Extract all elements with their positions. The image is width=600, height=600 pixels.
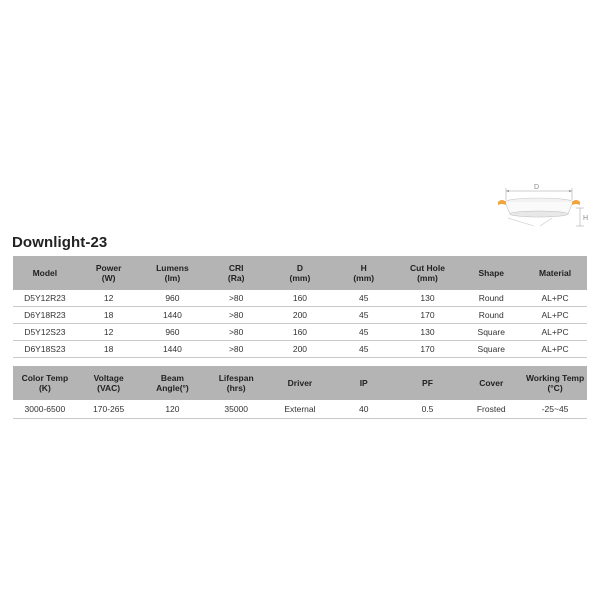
column-header-line: Cover xyxy=(479,378,504,388)
column-header xyxy=(13,366,77,400)
column-header-line: Angle(°) xyxy=(156,383,189,393)
column-header-line: IP xyxy=(359,378,368,388)
column-header xyxy=(77,256,141,290)
table-cell: >80 xyxy=(204,341,268,358)
column-header-line: Beam xyxy=(160,373,184,383)
column-header xyxy=(204,256,268,290)
table-cell: D5Y12R23 xyxy=(13,290,77,307)
table-cell: 1440 xyxy=(141,341,205,358)
table-cell: Round xyxy=(459,290,523,307)
column-header-line: Power xyxy=(95,263,122,273)
column-header-line: Shape xyxy=(478,268,504,278)
column-header xyxy=(396,366,460,400)
table-cell: >80 xyxy=(204,290,268,307)
table-cell: 45 xyxy=(332,290,396,307)
table-cell: 170 xyxy=(396,341,460,358)
table-cell: 200 xyxy=(268,307,332,324)
column-header xyxy=(268,366,332,400)
column-header-line: Lumens xyxy=(156,263,189,273)
column-header-line: D xyxy=(296,263,304,273)
column-header-line: (K) xyxy=(38,383,51,393)
column-header xyxy=(523,256,587,290)
table-header-row xyxy=(13,366,587,400)
column-header xyxy=(268,256,332,290)
column-header xyxy=(141,366,205,400)
spec-table-main xyxy=(13,256,587,358)
table-cell: 3000-6500 xyxy=(13,400,77,419)
table-cell: Square xyxy=(459,324,523,341)
table-cell: 45 xyxy=(332,341,396,358)
table-cell: 35000 xyxy=(204,400,268,419)
column-header xyxy=(332,256,396,290)
column-header-line: Model xyxy=(32,268,58,278)
column-header-line: Material xyxy=(539,268,572,278)
column-header-line: Driver xyxy=(287,378,313,388)
table-cell: 170 xyxy=(396,307,460,324)
column-header-line: H xyxy=(360,263,367,273)
column-header-line: Voltage xyxy=(93,373,124,383)
table-cell: D5Y12S23 xyxy=(13,324,77,341)
column-header-line: (hrs) xyxy=(226,383,246,393)
table-cell: 40 xyxy=(332,400,396,419)
table-cell: External xyxy=(268,400,332,419)
column-header-line: Working Temp xyxy=(525,373,585,383)
column-header xyxy=(523,366,587,400)
spring-clip-right-icon xyxy=(572,200,580,205)
column-header-line: PF xyxy=(422,378,433,388)
product-title: Downlight-23 xyxy=(12,234,108,251)
table-cell: 18 xyxy=(77,307,141,324)
table-cell: 960 xyxy=(141,290,205,307)
table-cell: 45 xyxy=(332,307,396,324)
table-cell: AL+PC xyxy=(523,307,587,324)
column-header-line: Lifespan xyxy=(218,373,254,383)
table-cell: 960 xyxy=(141,324,205,341)
column-header xyxy=(459,366,523,400)
column-header-line: (mm) xyxy=(289,273,311,283)
dimension-h-label: H xyxy=(583,215,589,222)
table-cell: 45 xyxy=(332,324,396,341)
column-header-line: (Ra) xyxy=(227,273,245,283)
table-cell: AL+PC xyxy=(523,290,587,307)
column-header xyxy=(459,256,523,290)
column-header xyxy=(332,366,396,400)
table-cell: 1440 xyxy=(141,307,205,324)
column-header-line: (mm) xyxy=(353,273,375,283)
dimension-diagram xyxy=(494,180,590,236)
table-cell: >80 xyxy=(204,307,268,324)
table-cell: 12 xyxy=(77,324,141,341)
column-header-line: (VAC) xyxy=(97,383,121,393)
dimension-d-label: D xyxy=(534,184,540,191)
spring-clip-left-icon xyxy=(498,200,506,205)
column-header xyxy=(141,256,205,290)
table-cell: 130 xyxy=(396,290,460,307)
table-cell: D6Y18R23 xyxy=(13,307,77,324)
table-cell: 0.5 xyxy=(396,400,460,419)
table-row xyxy=(13,341,587,358)
column-header-line: (lm) xyxy=(164,273,181,283)
table-cell: AL+PC xyxy=(523,324,587,341)
column-header xyxy=(396,256,460,290)
table-row xyxy=(13,324,587,341)
table-cell: 120 xyxy=(141,400,205,419)
table-cell: 160 xyxy=(268,324,332,341)
table-row xyxy=(13,307,587,324)
spec-table-electrical xyxy=(13,366,587,419)
column-header-line: Cut Hole xyxy=(410,263,445,273)
column-header-line: (°C) xyxy=(547,383,563,393)
column-header-line: (mm) xyxy=(417,273,438,283)
table-header-row xyxy=(13,256,587,290)
table-cell: 160 xyxy=(268,290,332,307)
table-cell: 130 xyxy=(396,324,460,341)
column-header xyxy=(204,366,268,400)
table-cell: -25~45 xyxy=(523,400,587,419)
table-cell: 12 xyxy=(77,290,141,307)
column-header xyxy=(77,366,141,400)
table-cell: 18 xyxy=(77,341,141,358)
table-cell: 170-265 xyxy=(77,400,141,419)
table-cell: AL+PC xyxy=(523,341,587,358)
table-cell: 200 xyxy=(268,341,332,358)
column-header xyxy=(13,256,77,290)
table-row xyxy=(13,290,587,307)
table-cell: >80 xyxy=(204,324,268,341)
table-row xyxy=(13,400,587,419)
column-header-line: CRI xyxy=(228,263,244,273)
table-cell: Square xyxy=(459,341,523,358)
table-cell: Round xyxy=(459,307,523,324)
column-header-line: Color Temp xyxy=(21,373,69,383)
table-cell: Frosted xyxy=(459,400,523,419)
column-header-line: (W) xyxy=(101,273,116,283)
table-cell: D6Y18S23 xyxy=(13,341,77,358)
